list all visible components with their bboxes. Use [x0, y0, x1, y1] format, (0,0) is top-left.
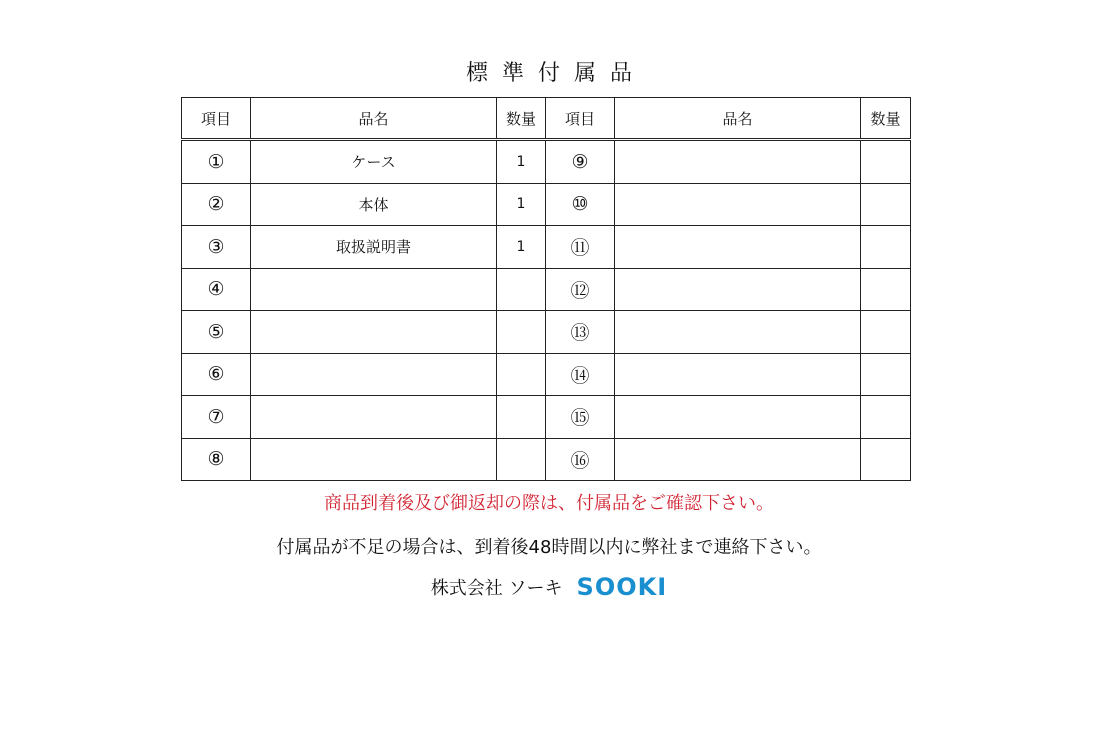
item-number: ④ — [182, 268, 251, 311]
table-header-row — [182, 98, 911, 140]
item-number: ⑫ — [546, 268, 615, 311]
item-name: 本体 — [251, 183, 497, 226]
item-quantity: 1 — [497, 183, 546, 226]
item-name — [615, 140, 861, 184]
header-qty: 数量 — [861, 98, 911, 140]
item-number: ⑤ — [182, 311, 251, 354]
item-name — [615, 311, 861, 354]
item-number: ⑪ — [546, 226, 615, 269]
item-quantity — [861, 438, 911, 481]
item-number: ⑮ — [546, 396, 615, 439]
item-name: ケース — [251, 140, 497, 184]
item-number: ⑯ — [546, 438, 615, 481]
shortage-notice: 付属品が不足の場合は、到着後48時間以内に弊社まで連絡下さい。 — [276, 537, 822, 558]
item-number: ③ — [182, 226, 251, 269]
item-quantity — [861, 311, 911, 354]
item-quantity — [497, 311, 546, 354]
item-quantity — [861, 226, 911, 269]
table-row — [182, 226, 911, 269]
header-name: 品名 — [615, 98, 861, 140]
item-name — [251, 268, 497, 311]
table-row — [182, 311, 911, 354]
table-row — [182, 140, 911, 184]
item-quantity — [497, 396, 546, 439]
sooki-logo: SOOKI — [576, 573, 668, 601]
item-number: ⑥ — [182, 353, 251, 396]
item-quantity — [861, 353, 911, 396]
item-quantity — [861, 183, 911, 226]
item-number: ⑭ — [546, 353, 615, 396]
item-quantity: 1 — [497, 140, 546, 184]
item-name: 取扱説明書 — [251, 226, 497, 269]
item-quantity — [861, 396, 911, 439]
header-item: 項目 — [182, 98, 251, 140]
item-number: ② — [182, 183, 251, 226]
item-number: ⑧ — [182, 438, 251, 481]
table-row — [182, 438, 911, 481]
item-name — [615, 396, 861, 439]
item-name — [615, 183, 861, 226]
item-name — [251, 353, 497, 396]
item-quantity: 1 — [497, 226, 546, 269]
table-row — [182, 396, 911, 439]
table-row — [182, 353, 911, 396]
item-number: ⑨ — [546, 140, 615, 184]
item-name — [251, 396, 497, 439]
accessory-table — [181, 97, 911, 481]
table-row — [182, 268, 911, 311]
item-name — [615, 226, 861, 269]
company-footer — [0, 573, 1098, 601]
item-number: ⑦ — [182, 396, 251, 439]
item-quantity — [497, 438, 546, 481]
table-row — [182, 183, 911, 226]
page-title: 標準付属品 — [465, 61, 646, 86]
item-name — [251, 438, 497, 481]
item-quantity — [861, 140, 911, 184]
item-name — [615, 353, 861, 396]
header-qty: 数量 — [497, 98, 546, 140]
item-quantity — [497, 353, 546, 396]
item-name — [251, 311, 497, 354]
header-name: 品名 — [251, 98, 497, 140]
header-item: 項目 — [546, 98, 615, 140]
item-quantity — [497, 268, 546, 311]
item-quantity — [861, 268, 911, 311]
item-number: ⑬ — [546, 311, 615, 354]
item-number: ① — [182, 140, 251, 184]
company-name: 株式会社 ソーキ — [430, 578, 563, 599]
return-check-notice: 商品到着後及び御返却の際は、付属品をご確認下さい。 — [324, 493, 774, 514]
item-number: ⑩ — [546, 183, 615, 226]
item-name — [615, 438, 861, 481]
item-name — [615, 268, 861, 311]
